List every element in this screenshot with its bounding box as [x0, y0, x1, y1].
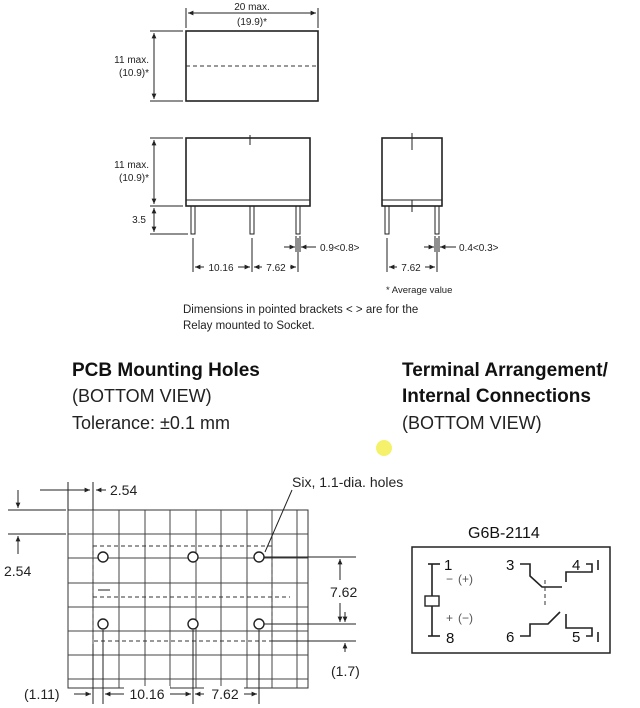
pin-label-8: 8: [446, 630, 455, 647]
pcb-heading: PCB Mounting Holes: [72, 360, 260, 381]
top-height-avg: (10.9)*: [118, 68, 149, 79]
pcb-dim-bottom-left: (1.11): [24, 686, 60, 702]
coil-top-sign: −: [446, 572, 454, 586]
top-view: [114, 2, 318, 101]
terminal-heading-line-1: Terminal Arrangement/: [402, 360, 608, 381]
side-height-max: 11 max.: [114, 160, 149, 171]
relay-footprint-outline: [93, 546, 272, 641]
bracket-note-line-1: Dimensions in pointed brackets < > are for the: [183, 304, 419, 316]
terminal-heading-line-2: Internal Connections: [402, 386, 591, 407]
hole-4: [98, 619, 108, 629]
relay-side-outline: [186, 138, 310, 206]
pin-label-3: 3: [506, 557, 515, 574]
pitch-2: 7.62: [266, 263, 286, 274]
bracket-note-line-2: Relay mounted to Socket.: [183, 320, 315, 332]
hole-5: [188, 619, 198, 629]
pitch-1: 10.16: [208, 263, 234, 274]
side-height-avg: (10.9)*: [118, 173, 149, 184]
side-pin-2: [250, 206, 254, 234]
pin-label-4: 4: [572, 557, 581, 574]
average-value-note: * Average value: [386, 285, 453, 296]
pcb-dim-top: 2.54: [110, 482, 138, 498]
top-width-avg: (19.9)*: [236, 17, 268, 28]
end-view: [382, 133, 499, 274]
end-pin-2: [435, 206, 439, 234]
coil-bottom-polarity: (−): [458, 611, 473, 625]
pin-length: 3.5: [132, 215, 146, 226]
hole-6: [254, 619, 264, 629]
pin-width: 0.9<0.8>: [320, 243, 360, 254]
terminal-diagram: [412, 525, 610, 653]
terminal-view-label: (BOTTOM VIEW): [402, 413, 542, 433]
pin-label-1: 1: [444, 557, 453, 574]
pcb-tolerance: Tolerance: ±0.1 mm: [72, 413, 230, 433]
side-pin-3: [296, 206, 300, 234]
hole-2: [188, 552, 198, 562]
coil-symbol: [425, 596, 439, 606]
top-width-max: 20 max.: [234, 2, 270, 13]
pcb-dim-right-bottom: (1.7): [331, 663, 360, 679]
contact-lower: [520, 612, 560, 636]
coil-bottom-sign: +: [446, 611, 454, 625]
end-pin-1: [385, 206, 389, 234]
hole-3: [254, 552, 264, 562]
hole-1: [98, 552, 108, 562]
end-pin-width: 0.4<0.3>: [459, 243, 499, 254]
holes-note: Six, 1.1-dia. holes: [292, 474, 404, 490]
contact-upper: [520, 564, 562, 587]
end-pitch: 7.62: [401, 263, 421, 274]
pcb-dim-left: 2.54: [4, 563, 32, 579]
pcb-view-label: (BOTTOM VIEW): [72, 386, 212, 406]
coil-top-polarity: (+): [458, 572, 473, 586]
model-label: G6B-2114: [468, 525, 540, 542]
pcb-dim-right: 7.62: [330, 584, 358, 600]
pcb-dimensions: [4, 474, 403, 704]
top-height-max: 11 max.: [114, 55, 149, 66]
side-pin-1: [191, 206, 195, 234]
pcb-dim-bottom-1: 10.16: [129, 686, 165, 702]
pcb-dim-bottom-2: 7.62: [211, 686, 239, 702]
pin-label-6: 6: [506, 629, 515, 646]
pin-label-5: 5: [572, 629, 581, 646]
side-view: [114, 135, 359, 274]
highlight-dot: [376, 440, 392, 456]
